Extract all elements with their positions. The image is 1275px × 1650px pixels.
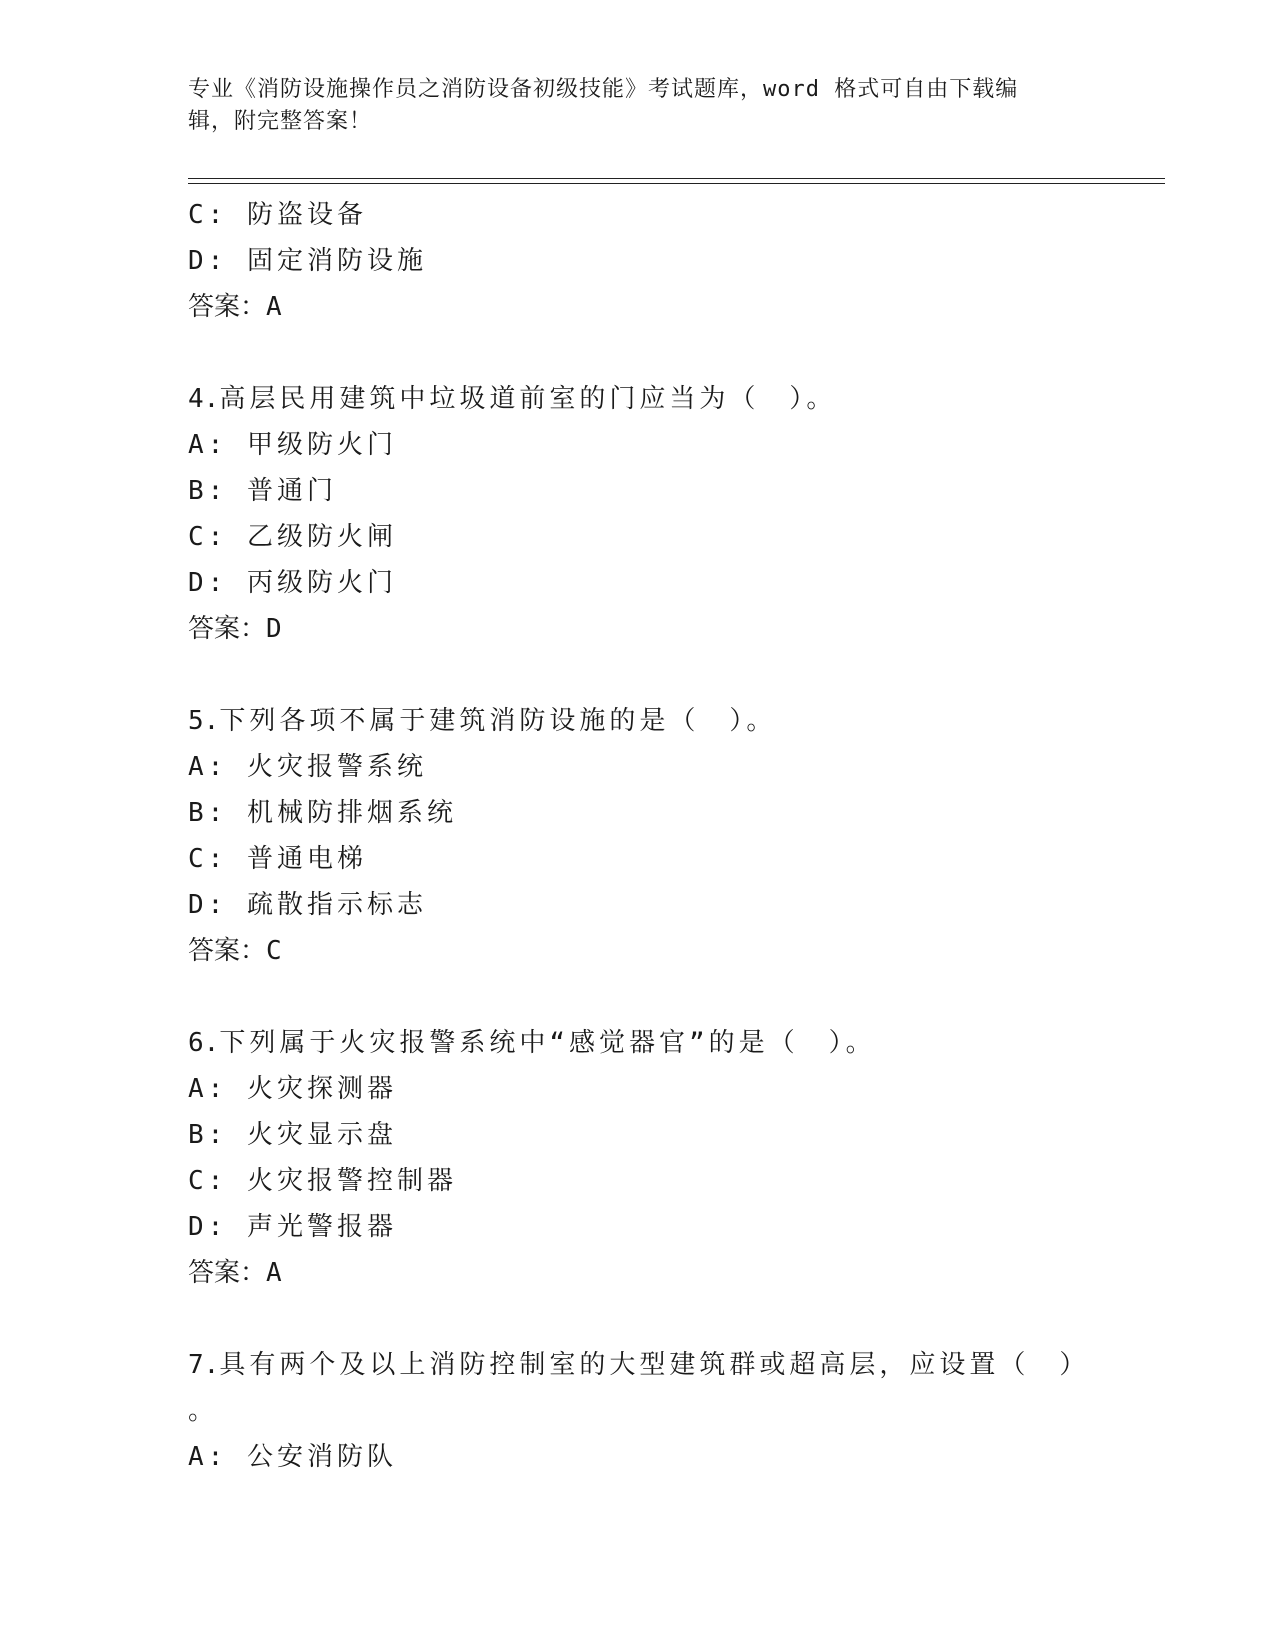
question-number: 7. — [188, 1350, 220, 1380]
question-5-stem — [188, 698, 1168, 744]
option-c: C: 乙级防火闸 — [188, 522, 397, 552]
option-d: D: 丙级防火门 — [188, 568, 397, 598]
question-text: 具有两个及以上消防控制室的大型建筑群或超高层，应设置（ ） — [219, 1350, 1090, 1380]
answer-line — [188, 1250, 1168, 1296]
answer-value: A — [266, 1258, 282, 1288]
option-b: B: 普通门 — [188, 476, 337, 506]
option-d: D: 声光警报器 — [188, 1212, 397, 1242]
option-b: B: 火灾显示盘 — [188, 1120, 397, 1150]
question-text: 下列属于火灾报警系统中“感觉器官”的是（ ）。 — [219, 1028, 876, 1058]
answer-value: A — [266, 292, 282, 322]
answer-label: 答案： — [188, 292, 267, 322]
question-text: 下列各项不属于建筑消防设施的是（ ）。 — [219, 706, 777, 736]
option-a: A: 火灾报警系统 — [188, 752, 427, 782]
question-7-stem — [188, 1342, 1168, 1388]
option-b: B: 机械防排烟系统 — [188, 798, 457, 828]
answer-value: C — [266, 936, 282, 966]
header-divider-thick — [188, 178, 1165, 179]
option-a: A: 甲级防火门 — [188, 430, 397, 460]
question-list — [188, 192, 1168, 1480]
question-number: 5. — [188, 706, 220, 736]
header-line-2: 辑，附完整答案！ — [188, 109, 373, 134]
answer-line — [188, 606, 1168, 652]
header-divider-thin — [188, 183, 1165, 184]
answer-label: 答案： — [188, 936, 267, 966]
question-text: 高层民用建筑中垃圾道前室的门应当为（ ）。 — [219, 384, 837, 414]
option-a: A: 公安消防队 — [188, 1442, 397, 1472]
answer-label: 答案： — [188, 1258, 267, 1288]
header-line-1: 专业《消防设施操作员之消防设备初级技能》考试题库，word 格式可自由下载编 — [188, 77, 1019, 102]
answer-line — [188, 928, 1168, 974]
question-4-stem — [188, 376, 1168, 422]
option-d: D: 疏散指示标志 — [188, 890, 427, 920]
question-number: 6. — [188, 1028, 220, 1058]
option-c: C: 防盗设备 — [188, 200, 367, 230]
option-c: C: 普通电梯 — [188, 844, 367, 874]
question-6-stem — [188, 1020, 1168, 1066]
question-number: 4. — [188, 384, 220, 414]
option-a: A: 火灾探测器 — [188, 1074, 397, 1104]
question-7-stem-continuation: 。 — [188, 1396, 219, 1426]
document-header — [188, 74, 1088, 138]
option-d: D: 固定消防设施 — [188, 246, 427, 276]
answer-line — [188, 284, 1168, 330]
answer-value: D — [266, 614, 282, 644]
option-c: C: 火灾报警控制器 — [188, 1166, 457, 1196]
answer-label: 答案： — [188, 614, 267, 644]
